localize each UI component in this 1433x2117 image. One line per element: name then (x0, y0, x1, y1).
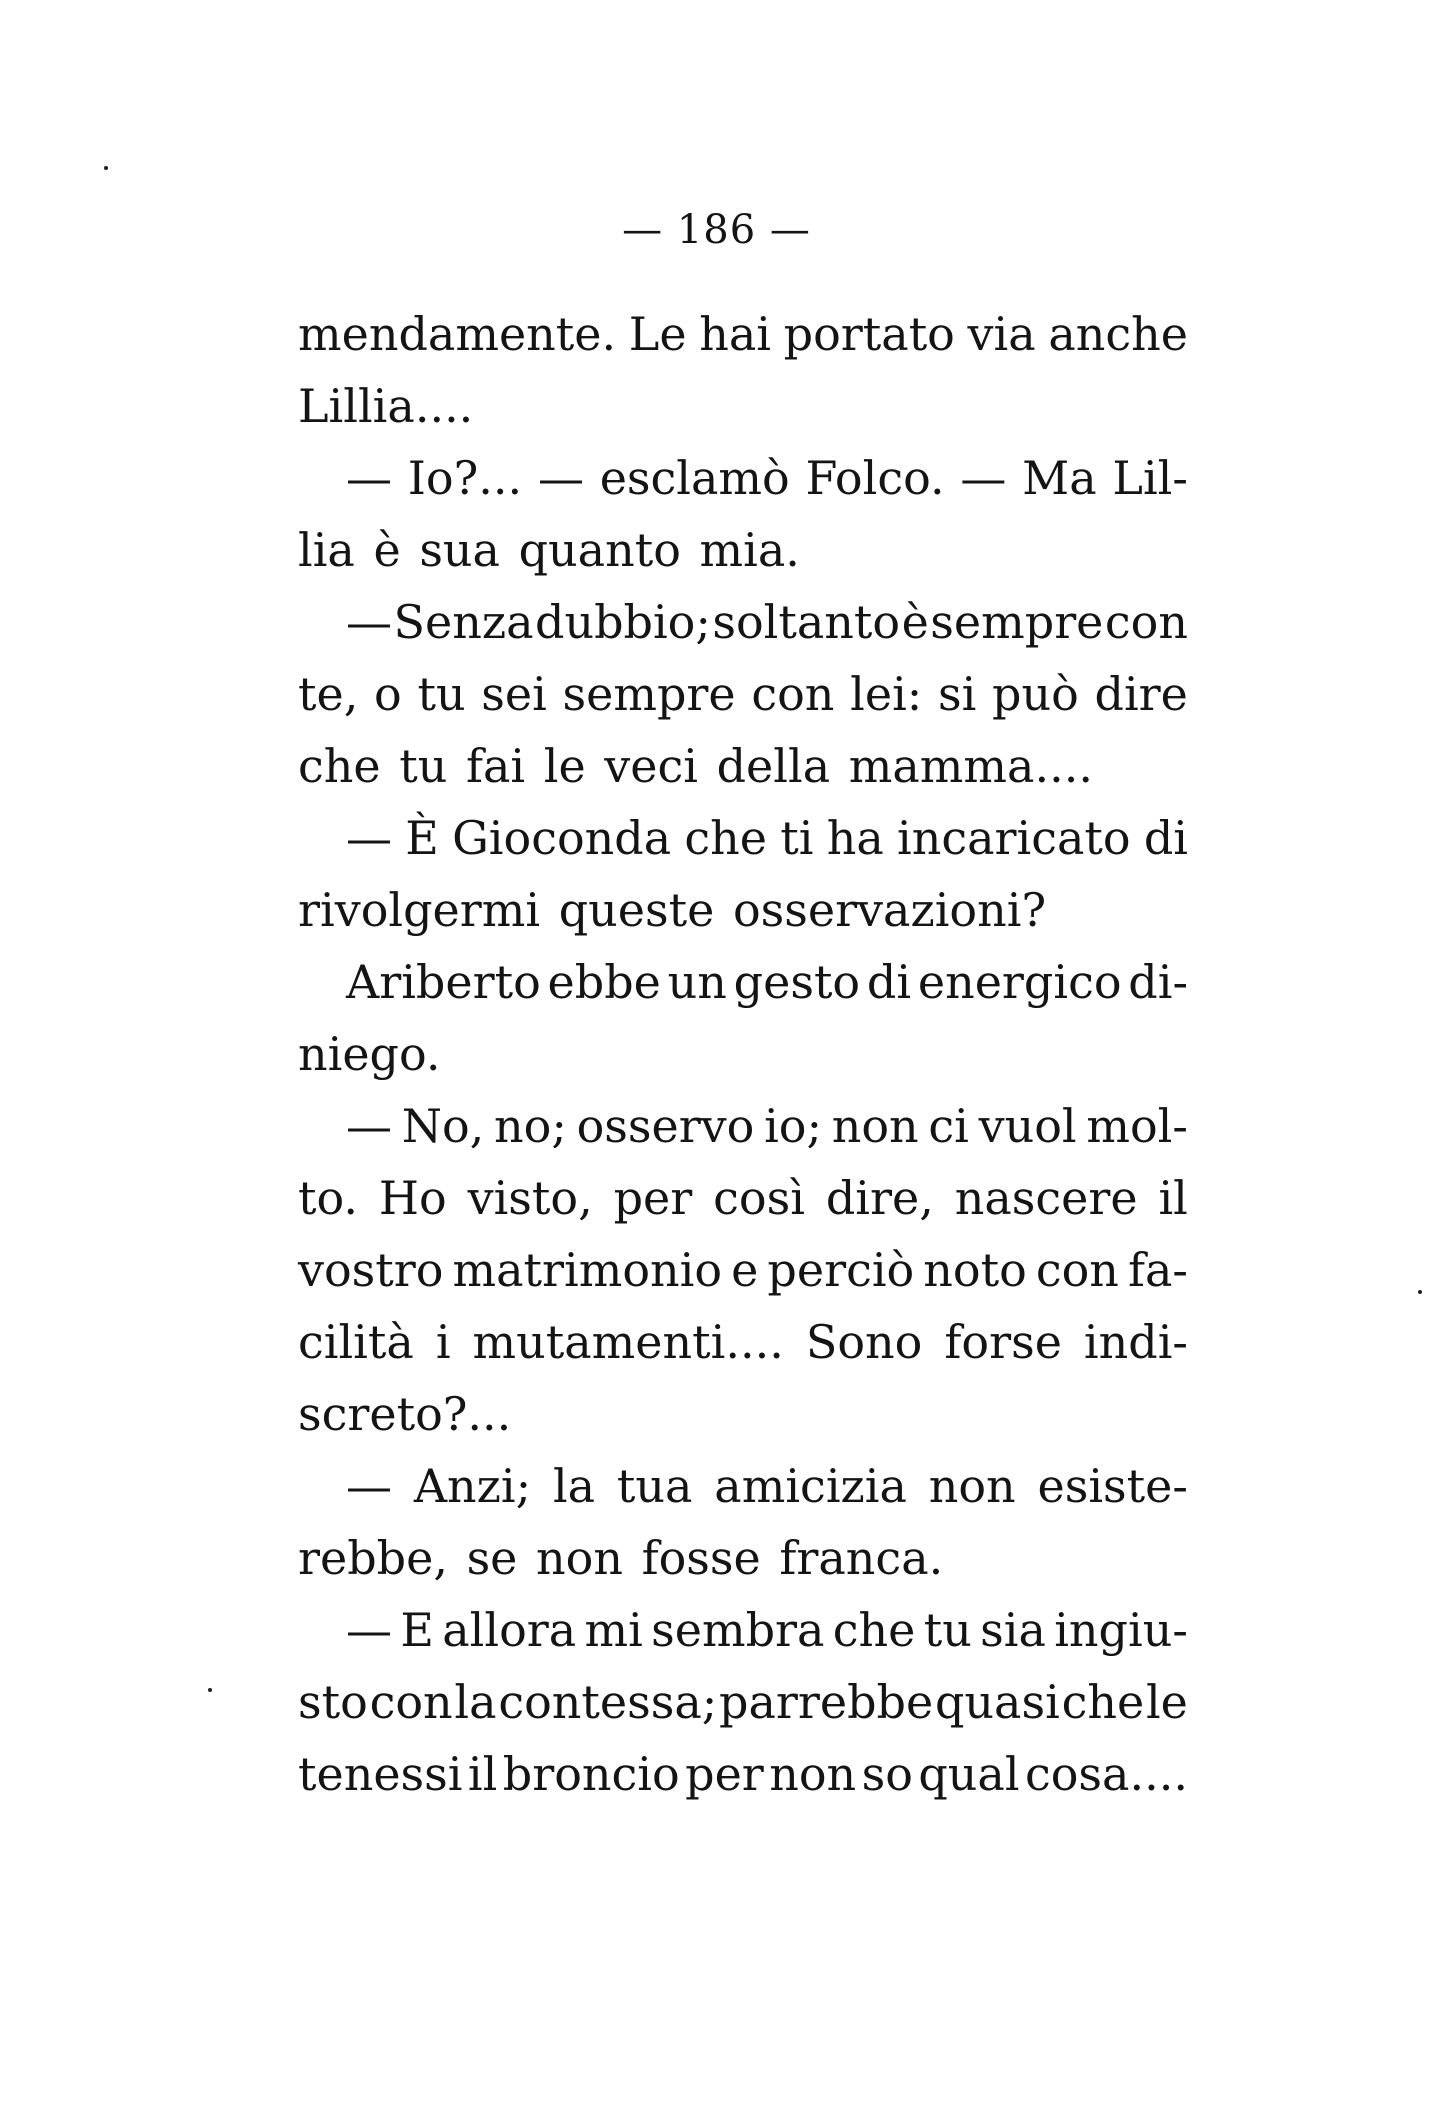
text-line: cilità i mutamenti.... Sono forse indi- (298, 1315, 1188, 1369)
print-speck (208, 1688, 212, 1692)
print-speck (1418, 1290, 1422, 1294)
text-line: tenessi il broncio per non so qual cosa.... (298, 1747, 1188, 1801)
text-line: Ariberto ebbe un gesto di energico di- (346, 955, 1188, 1009)
text-line: lia è sua quanto mia. (298, 523, 800, 577)
text-line: che tu fai le veci della mamma.... (298, 739, 1093, 793)
text-line: to. Ho visto, per così dire, nascere il (298, 1171, 1188, 1225)
text-line: vostro matrimonio e perciò noto con fa- (298, 1243, 1188, 1297)
text-line: Lillia.... (298, 379, 474, 433)
text-line: te, o tu sei sempre con lei: si può dire (298, 667, 1188, 721)
text-line: mendamente. Le hai portato via anche (298, 307, 1188, 361)
body-text (298, 298, 1188, 1810)
text-line: — È Gioconda che ti ha incaricato di (346, 811, 1188, 865)
text-line: rivolgermi queste osservazioni? (298, 883, 1047, 937)
page-number: — 186 — (622, 207, 811, 253)
print-speck (104, 166, 108, 170)
text-line: sto con la contessa; parrebbe quasi che le (298, 1675, 1188, 1729)
text-line: screto?... (298, 1387, 512, 1441)
text-line: rebbe, se non fosse franca. (298, 1531, 944, 1585)
text-line: niego. (298, 1027, 441, 1081)
text-line: — Senza dubbio; soltanto è sempre con (346, 595, 1188, 649)
text-line: — Anzi; la tua amicizia non esiste- (346, 1459, 1188, 1513)
text-line: — No, no; osservo io; non ci vuol mol- (346, 1099, 1188, 1153)
text-line: — Io?... — esclamò Folco. — Ma Lil- (346, 451, 1188, 505)
text-line: — E allora mi sembra che tu sia ingiu- (346, 1603, 1188, 1657)
